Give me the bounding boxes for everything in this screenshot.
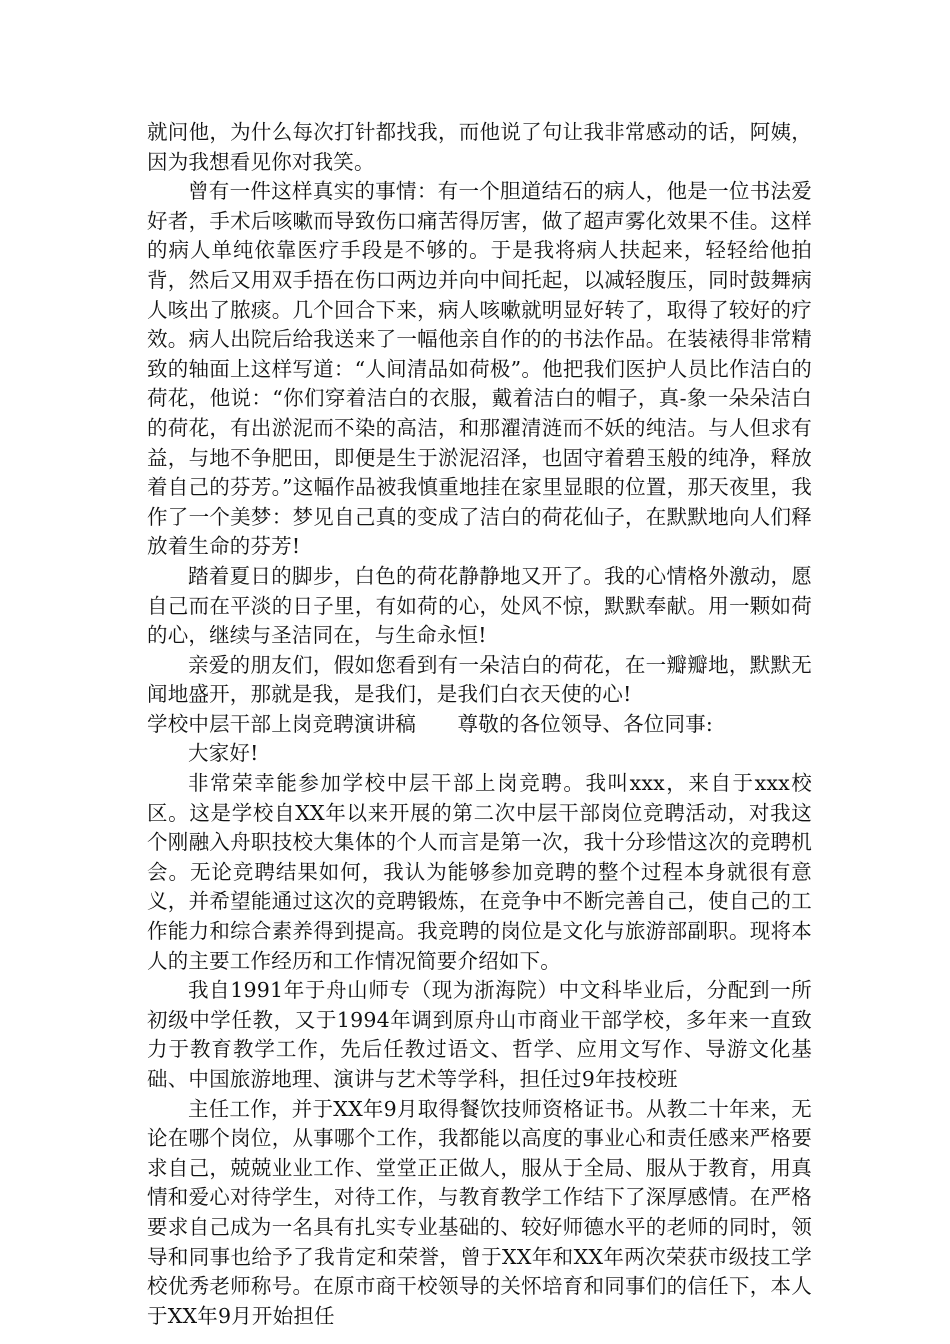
paragraph-9: 主任工作，并于XX年9月取得餐饮技师资格证书。从教二十年来，无论在哪个岗位，从事哪个工作，我都能以高度的事业心和责任感来严格要求自己，兢兢业业工作、堂堂正正做人，服从于全局、服从于教育，用真情和爱心对待学生，对待工作，与教育教学工作结下了深厚感情。在严格要求自己成为一名具有扎实专业基础的、较好师德水平的老师的同时，领导和同事也给予了我肯定和荣誉，曾于XX年和XX年两次荣获市级技工学校优秀老师称号。在原市商干校领导的关怀培育和同事们的信任下，本人于XX年9月开始担任 <box>147 1096 812 1328</box>
greeting: 大家好! <box>188 741 259 766</box>
paragraph-7: 非常荣幸能参加学校中层干部上岗竞聘。我叫xxx，来自于xxx校区。这是学校自XX年以来开展的第二次中层干部岗位竞聘活动，对我这个刚融入舟职技校大集体的个人而言是第一次，我十分珍惜这次的竞聘机会。无论竞聘结果如何，我认为能够参加竞聘的整个过程本身就很有意义，并希望能通过这次的竞聘锻炼，在竞争中不断完善自己，使自己的工作能力和综合素养得到提高。我竞聘的岗位是文化与旅游部副职。现将本人的主要工作经历和工作情况简要介绍如下。 <box>147 771 812 973</box>
document-body <box>147 118 812 1331</box>
paragraph-2: 曾有一件这样真实的事情：有一个胆道结石的病人，他是一位书法爱好者，手术后咳嗽而导致伤口痛苦得厉害，做了超声雾化效果不佳。这样的病人单纯依靠医疗手段是不够的。于是我将病人扶起来，轻轻给他拍背，然后又用双手捂在伤口两边并向中间托起，以减轻腹压，同时鼓舞病人咳出了脓痰。几个回合下来，病人咳嗽就明显好转了，取得了较好的疗效。病人出院后给我送来了一幅他亲自作的的书法作品。在装裱得非常精致的轴面上这样写道：“人间清品如荷极”。他把我们医护人员比作洁白的荷花，他说：“你们穿着洁白的衣服，戴着洁白的帽子，真-象一朵朵洁白的荷花，有出淤泥而不染的高洁，和那濯清涟而不妖的纯洁。与人但求有益，与地不争肥田，即便是生于淤泥沼泽，也固守着碧玉般的纯净，释放着自己的芬芳。”这幅作品被我慎重地挂在家里显眼的位置，那天夜里，我作了一个美梦：梦见自己真的变成了洁白的荷花仙子，在默默地向人们释放着生命的芬芳! <box>147 179 812 559</box>
speech-title-line: 学校中层干部上岗竞聘演讲稿 尊敬的各位领导、各位同事: <box>147 711 714 736</box>
paragraph-8: 我自1991年于舟山师专（现为浙海院）中文科毕业后，分配到一所初级中学任教，又于1994年调到原舟山市商业干部学校，多年来一直致力于教育教学工作，先后任教过语文、哲学、应用文写作、导游文化基础、中国旅游地理、演讲与艺术等学科，担任过9年技校班 <box>147 978 812 1091</box>
paragraph-1: 就问他，为什么每次打针都找我，而他说了句让我非常感动的话，阿姨，因为我想看见你对我笑。 <box>147 120 812 174</box>
paragraph-4: 亲爱的朋友们，假如您看到有一朵洁白的荷花，在一瓣瓣地，默默无闻地盛开，那就是我，是我们，是我们白衣天使的心! <box>147 652 812 707</box>
paragraph-3: 踏着夏日的脚步，白色的荷花静静地又开了。我的心情格外激动，愿自己而在平淡的日子里，有如荷的心，处风不惊，默默奉献。用一颗如荷的心，继续与圣洁同在，与生命永恒! <box>147 563 812 648</box>
